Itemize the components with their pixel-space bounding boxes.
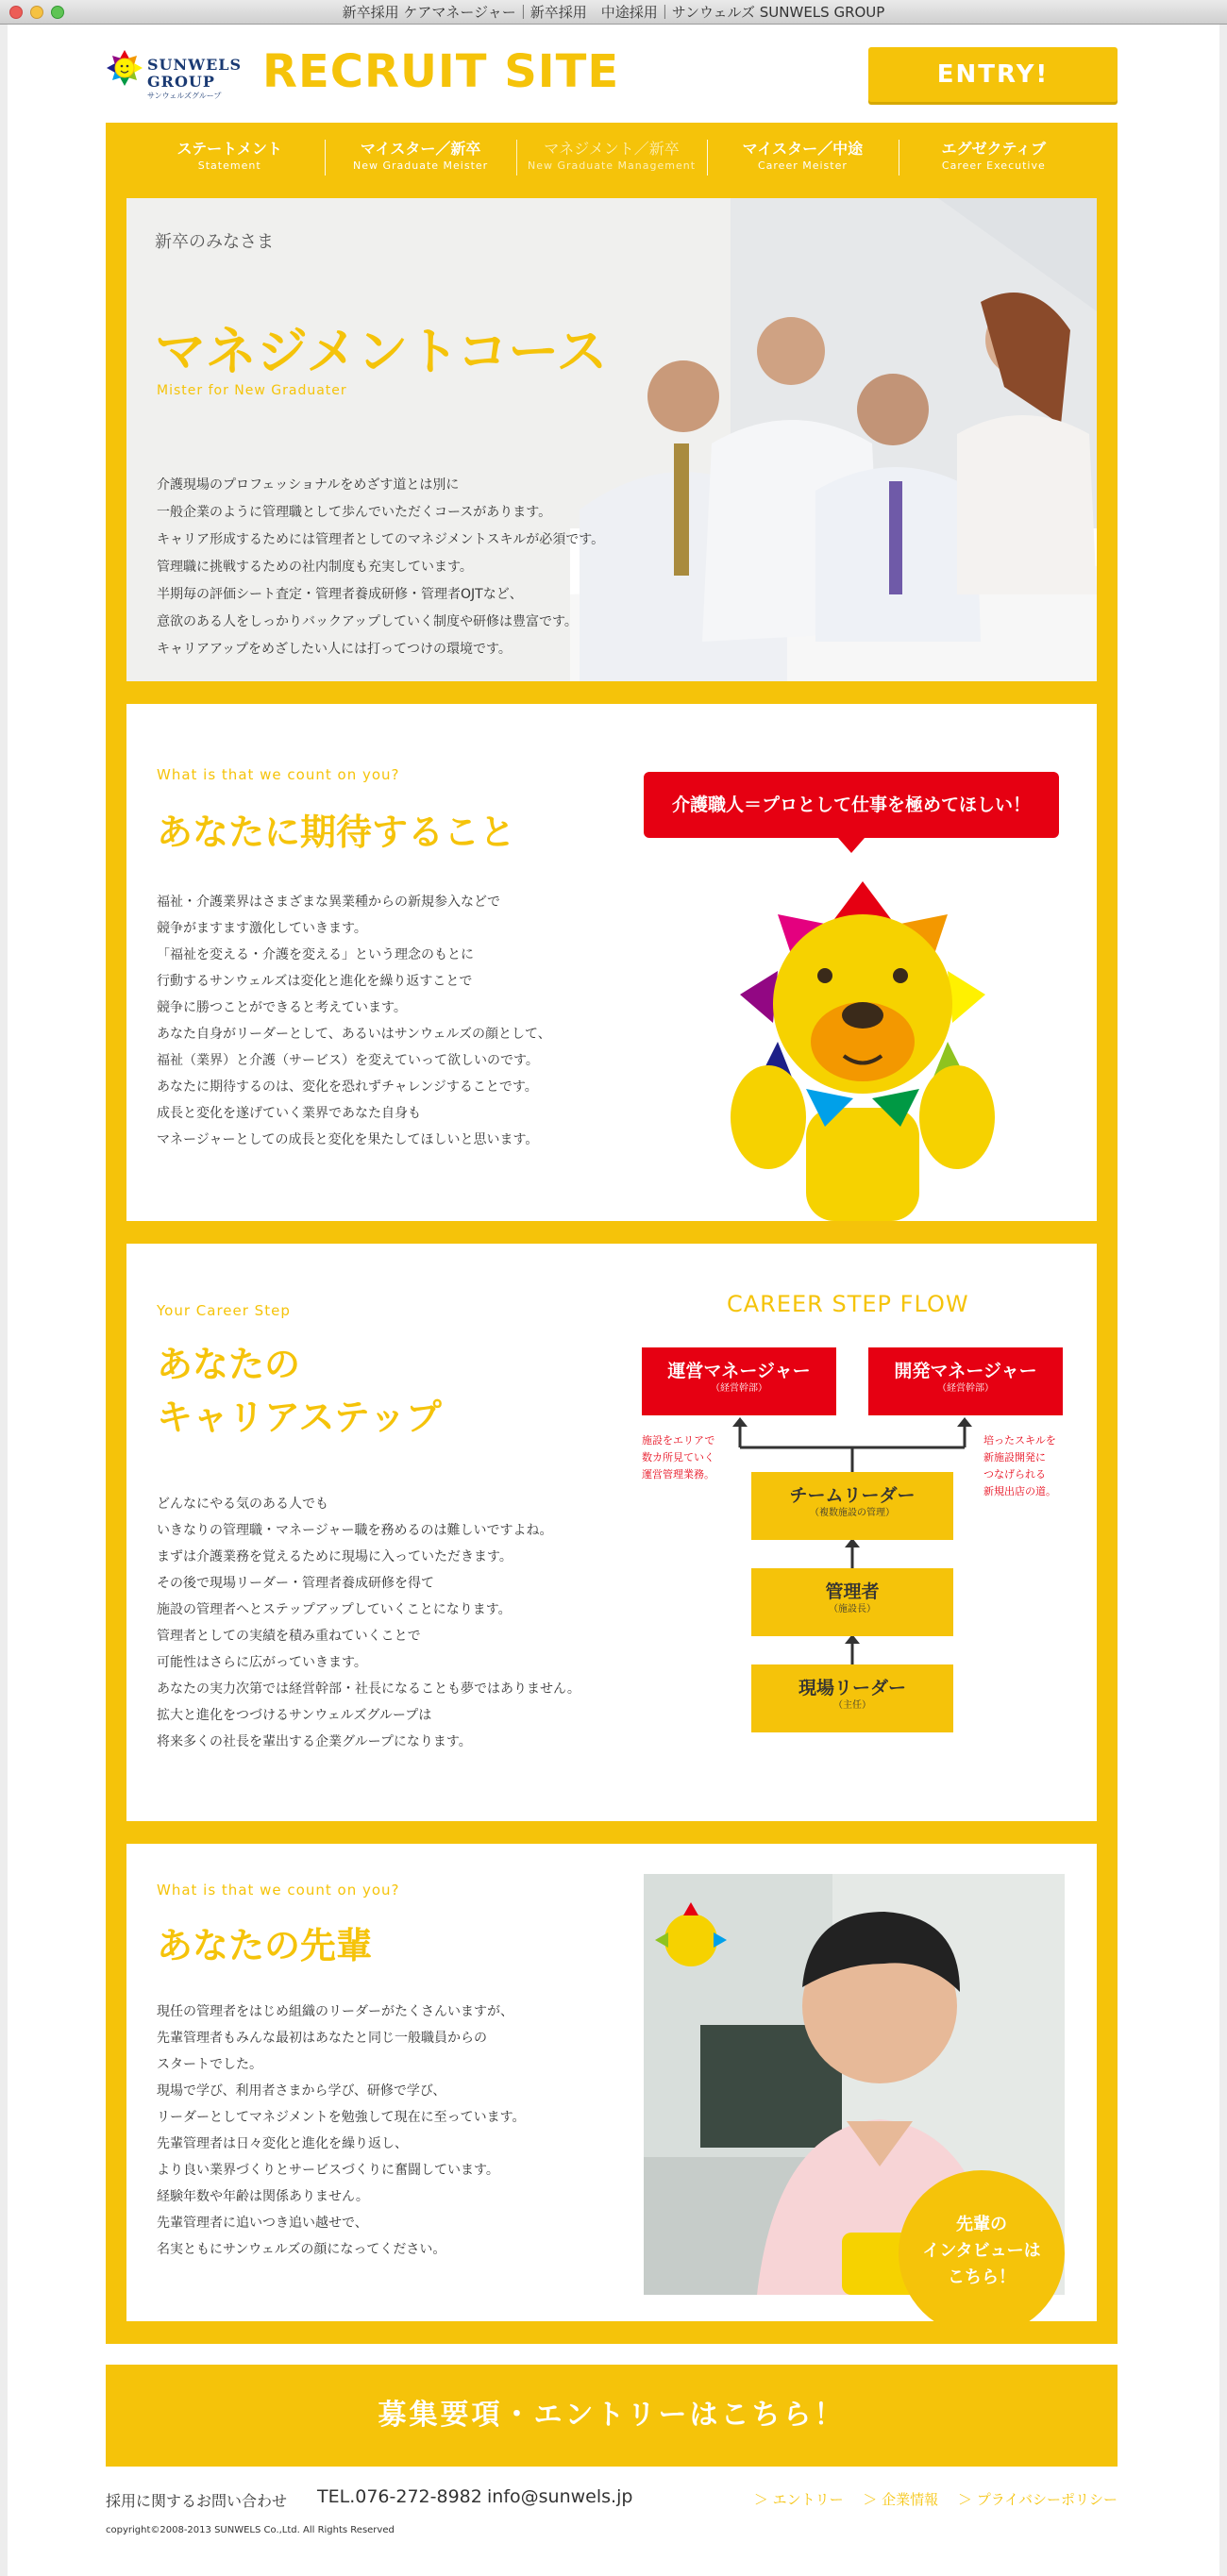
hero-title: マネジメントコース [155, 322, 608, 381]
logo-subtext: サンウェルズグループ [147, 92, 222, 100]
nav-item-label: エグゼクティブ [941, 140, 1047, 158]
footer-link-privacy[interactable]: ＞ プライバシーポリシー [957, 2491, 1118, 2508]
logo-text-line1: SUNWELS [147, 56, 243, 74]
career-box-sub: （複数施設の管理） [810, 1508, 895, 1518]
nav-item-statement[interactable] [134, 123, 325, 194]
main-nav [106, 123, 1118, 194]
hero-description: 介護現場のプロフェッショナルをめざす道とは別に 一般企業のように管理職として歩んでいただくコースがあります。 キャリア形成するためには管理者としてのマネジメントスキルが必須です。 管理職に挑戦するための社内制度も充実しています。 半期毎の評価シート査定・管理者養成研修・管理者OJTなど、 意欲のある人をしっかりバックアップしていく制度や研修は豊富です。 キャリアアップをめざしたい人には打ってつけの環境です。 [157, 477, 605, 657]
sun-logo-icon [106, 49, 143, 87]
nav-item-career-meister[interactable] [707, 123, 898, 194]
hero-subtitle: 新卒のみなさま [155, 232, 274, 252]
nav-item-sublabel: Career Executive [941, 159, 1046, 172]
window-title: 新卒採用 ケアマネージャー｜新卒採用 中途採用｜サンウェルズ SUNWELS GROUP [342, 4, 885, 21]
hero-banner [126, 198, 1097, 681]
career-box-manager [751, 1568, 953, 1636]
section-en-label: What is that we count on you? [157, 1882, 400, 1899]
lion-mascot-image [702, 862, 1023, 1221]
nav-item-label: マネジメント／新卒 [544, 140, 680, 158]
minimize-window-button[interactable] [30, 6, 43, 19]
section-title: あなたの キャリアステップ [157, 1344, 442, 1438]
career-box-title: 現場リーダー [798, 1678, 906, 1698]
footer-links [739, 2489, 1118, 2509]
contact-label: 採用に関するお問い合わせ [106, 2492, 288, 2510]
section-career-step [126, 1244, 1097, 1821]
section-title: あなたの先輩 [157, 1925, 373, 1966]
nav-item-sublabel: New Graduate Management [528, 159, 697, 172]
career-box-sub: （施設長） [829, 1604, 876, 1614]
nav-item-new-graduate-management[interactable] [516, 123, 707, 194]
footer-link-entry[interactable]: ＞ エントリー [753, 2491, 844, 2508]
window-titlebar [0, 0, 1227, 25]
career-box-sub: （主任） [833, 1700, 871, 1711]
logo-text-line2: GROUP [147, 73, 215, 91]
career-note-right: 培ったスキルを 新施設開発に つなげられる 新規出店の道。 [983, 1434, 1056, 1497]
site-footer [106, 2478, 1118, 2534]
zoom-window-button[interactable] [51, 6, 64, 19]
section-senpai [126, 1844, 1097, 2321]
nav-item-new-graduate-meister[interactable] [325, 123, 515, 194]
footer-link-company[interactable]: ＞ 企業情報 [863, 2491, 939, 2508]
career-box-site-leader [751, 1664, 953, 1732]
nav-item-sublabel: New Graduate Meister [353, 159, 489, 172]
career-box-title: 運営マネージャー [667, 1361, 811, 1381]
career-box-sub: （経営幹部） [937, 1383, 994, 1394]
career-flow-title: CAREER STEP FLOW [727, 1291, 969, 1317]
speech-bubble: 介護職人＝プロとして仕事を極めてほしい！ [644, 772, 1059, 838]
section-body: 福祉・介護業界はさまざまな異業種からの新規参入などで 競争がますます激化していきます。 「福祉を変える・介護を変える」という理念のもとに 行動するサンウェルズは変化と進化を繰り返すことで 競争に勝つことができると考えています。 あなた自身がリーダーとして、あるいはサンウェルズの顔として、 福祉（業界）と介護（サービス）を変えていって欲しいのです。 あなたに期待するのは、変化を恐れずチャレンジすることです。 成長と変化を遂げていく業界であなた自身も マネージャーとしての成長と変化を果たしてほしいと思います。 [157, 895, 551, 1147]
career-box-team-leader [751, 1472, 953, 1540]
nav-item-label: ステートメント [176, 140, 282, 158]
site-header [8, 25, 1219, 124]
nav-item-label: マイスター／中途 [742, 140, 864, 158]
sunwels-logo[interactable] [106, 49, 257, 113]
entry-button[interactable]: ENTRY! [868, 47, 1118, 102]
section-title: あなたに期待すること [157, 811, 516, 853]
career-box-title: チームリーダー [789, 1485, 916, 1506]
site-title: RECRUIT SITE [262, 45, 620, 98]
section-body: 現任の管理者をはじめ組織のリーダーがたくさんいますが、 先輩管理者もみんな最初はあなたと同じ一般職員からの スタートでした。 現場で学び、利用者さまから学び、研修で学び、 リーダーとしてマネジメントを勉強して現在に至っています。 先輩管理者は日々変化と進化を繰り返し、 より良い業界づくりとサービスづくりに奮闘しています。 経験年数や年齢は関係ありません。 先輩管理者に追いつき追い越せで、 名実ともにサンウェルズの顔になってください。 [157, 2004, 526, 2257]
nav-item-career-executive[interactable] [899, 123, 1089, 194]
entry-cta-button[interactable]: 募集要項・エントリーはこちら！ [106, 2365, 1118, 2467]
nav-item-sublabel: Statement [197, 159, 261, 172]
section-expectation [126, 704, 1097, 1221]
page [8, 25, 1219, 2576]
contact-tel[interactable]: TEL.076-272-8982 [317, 2486, 482, 2507]
career-box-title: 管理者 [825, 1581, 880, 1602]
hero-title-en: Mister for New Graduater [157, 383, 347, 398]
senpai-interview-badge[interactable]: 先輩の インタビューは こちら！ [899, 2170, 1065, 2336]
contact-email[interactable]: info@sunwels.jp [487, 2486, 633, 2507]
career-note-left: 施設をエリアで 数カ所見ていく 運営管理業務。 [642, 1434, 715, 1480]
content-frame [106, 123, 1118, 2344]
nav-item-sublabel: Career Meister [757, 159, 848, 172]
section-en-label: Your Career Step [157, 1302, 291, 1319]
copyright: copyright©2008-2013 SUNWELS Co.,Ltd. All Rights Reserved [106, 2525, 395, 2535]
close-window-button[interactable] [9, 6, 23, 19]
nav-item-label: マイスター／新卒 [360, 140, 481, 158]
career-box-title: 開発マネージャー [894, 1361, 1037, 1381]
career-box-sub: （経営幹部） [711, 1383, 767, 1394]
section-en-label: What is that we count on you? [157, 766, 400, 783]
career-flow-diagram [642, 1347, 1063, 1734]
section-body: どんなにやる気のある人でも いきなりの管理職・マネージャー職を務めるのは難しいですよね。 まずは介護業務を覚えるために現場に入っていただきます。 その後で現場リーダー・管理者養成研修を得て 施設の管理者へとステップアップしていくことになります。 管理者としての実績を積み重ねていくことで 可能性はさらに広がっていきます。 あなたの実力次第では経営幹部・社長になることも夢ではありません。 拡大と進化をつづけるサンウェルズグループは 将来多くの社長を輩出する企業グループになります。 [157, 1497, 580, 1749]
career-box-development-manager [868, 1347, 1063, 1415]
career-box-operation-manager [642, 1347, 836, 1415]
